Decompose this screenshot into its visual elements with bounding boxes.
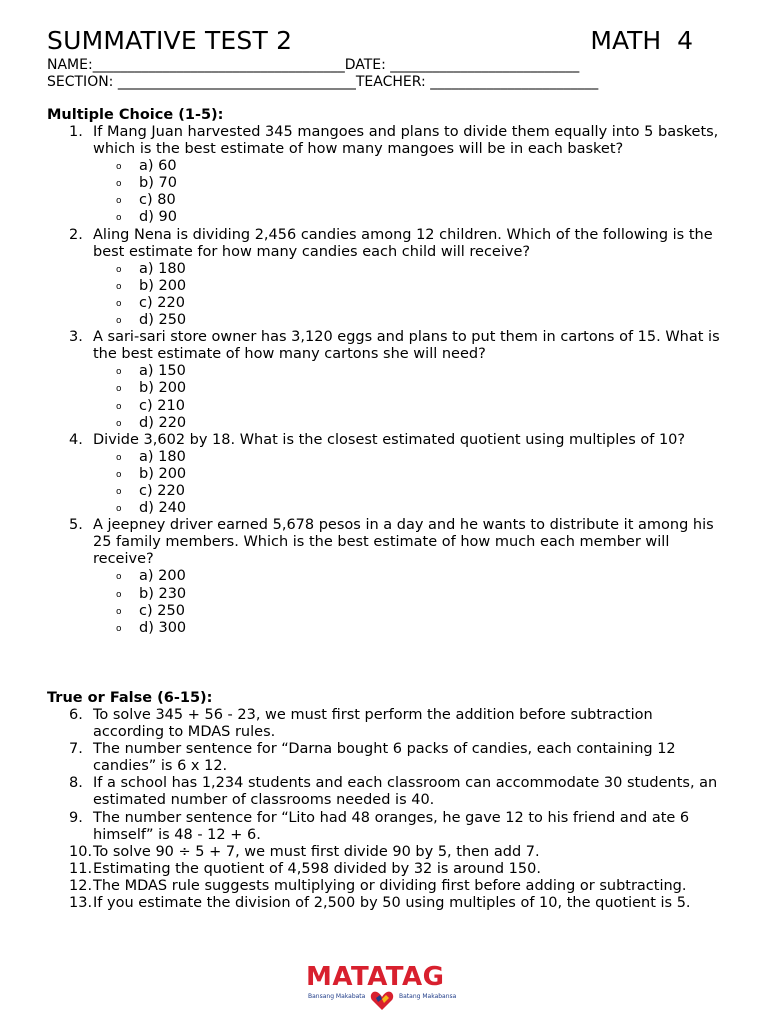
circle-bullet-icon: o: [116, 162, 122, 173]
option-list: [47, 568, 727, 636]
mc-question: [47, 517, 727, 568]
option-list: [47, 363, 727, 431]
true-false-list: [47, 707, 727, 912]
circle-bullet-icon: o: [116, 606, 122, 617]
answer-option-label: b) 200: [139, 277, 187, 294]
question-number: 4.: [69, 431, 83, 448]
question-number: 3.: [69, 329, 83, 346]
answer-option: [47, 620, 727, 637]
tf-statement: [47, 861, 727, 878]
tf-statement: [47, 775, 727, 809]
tf-statement: [47, 895, 727, 912]
statement-text: The MDAS rule suggests multiplying or dividing first before adding or subtracting.: [93, 877, 687, 894]
answer-option: [47, 500, 727, 517]
true-false-heading: True or False (6-15):: [47, 690, 213, 706]
multiple-choice-section: [47, 107, 727, 637]
answer-option-label: b) 230: [139, 585, 187, 602]
tf-statement: [47, 707, 727, 741]
mc-question: [47, 329, 727, 363]
answer-option-label: d) 220: [139, 414, 187, 431]
circle-bullet-icon: o: [116, 281, 122, 292]
answer-option-label: a) 180: [139, 448, 186, 465]
matatag-logo: [306, 962, 466, 1012]
circle-bullet-icon: o: [116, 179, 122, 190]
question-number: 1.: [69, 124, 83, 140]
option-list: [47, 158, 727, 226]
answer-option-label: d) 250: [139, 312, 187, 329]
statement-number: 6.: [69, 707, 83, 723]
multiple-choice-heading: Multiple Choice (1-5):: [47, 107, 224, 123]
question-number: 2.: [69, 226, 83, 243]
statement-text: To solve 345 + 56 - 23, we must first perform the addition before subtraction according to MDAS rules.: [93, 707, 653, 741]
answer-option: [47, 398, 727, 415]
circle-bullet-icon: o: [116, 572, 122, 583]
answer-option: [47, 466, 727, 483]
answer-option: [47, 380, 727, 397]
statement-text: The number sentence for “Lito had 48 oranges, he gave 12 to his friend and ate 6 himself” is 48 - 12 + 6.: [93, 809, 690, 843]
answer-option: [47, 295, 727, 312]
circle-bullet-icon: o: [116, 589, 122, 600]
statement-number: 10.: [69, 843, 93, 860]
answer-option: [47, 568, 727, 585]
multiple-choice-list: [47, 124, 727, 637]
logo-tagline-left: Bansang Makabata: [308, 993, 366, 1000]
question-text: Divide 3,602 by 18. What is the closest estimated quotient using multiples of 10?: [93, 431, 686, 448]
answer-option-label: d) 300: [139, 619, 187, 636]
circle-bullet-icon: o: [116, 384, 122, 395]
section-teacher-line: SECTION: __________________________________TEACHER: ________________________: [47, 74, 599, 90]
circle-bullet-icon: o: [116, 452, 122, 463]
circle-bullet-icon: o: [116, 298, 122, 309]
statement-number: 9.: [69, 809, 83, 826]
circle-bullet-icon: o: [116, 486, 122, 497]
mc-question: [47, 124, 727, 158]
answer-option: [47, 175, 727, 192]
statement-text: The number sentence for “Darna bought 6 packs of candies, each containing 12 candies” is 6 x 12.: [93, 741, 676, 775]
question-text: Aling Nena is dividing 2,456 candies among 12 children. Which of the following is the best estimate for how many candies each child will receive?: [93, 226, 713, 260]
answer-option-label: c) 250: [139, 602, 185, 619]
answer-option-label: b) 200: [139, 380, 187, 397]
statement-number: 7.: [69, 741, 83, 758]
statement-number: 12.: [69, 877, 93, 894]
question-number: 5.: [69, 517, 83, 534]
answer-option-label: d) 240: [139, 500, 187, 517]
tf-statement: [47, 844, 727, 861]
answer-option-label: d) 90: [139, 209, 177, 226]
answer-option: [47, 192, 727, 209]
answer-option: [47, 363, 727, 380]
answer-option-label: a) 200: [139, 568, 186, 585]
answer-option-label: a) 150: [139, 363, 186, 380]
tf-statement: [47, 878, 727, 895]
answer-option: [47, 278, 727, 295]
answer-option: [47, 209, 727, 226]
mc-question: [47, 227, 727, 261]
circle-bullet-icon: o: [116, 213, 122, 224]
circle-bullet-icon: o: [116, 418, 122, 429]
statement-number: 8.: [69, 775, 83, 792]
statement-text: If you estimate the division of 2,500 by 50 using multiples of 10, the quotient is 5.: [93, 895, 691, 912]
option-list: [47, 261, 727, 329]
answer-option-label: a) 60: [139, 158, 177, 175]
tf-statement: [47, 741, 727, 775]
answer-option: [47, 603, 727, 620]
page-title: SUMMATIVE TEST 2: [47, 26, 293, 55]
circle-bullet-icon: o: [116, 196, 122, 207]
true-false-section: [47, 690, 727, 912]
answer-option: [47, 415, 727, 432]
tf-statement: [47, 810, 727, 844]
statement-text: To solve 90 ÷ 5 + 7, we must first divide 90 by 5, then add 7.: [93, 843, 540, 860]
circle-bullet-icon: o: [116, 316, 122, 327]
question-text: A sari-sari store owner has 3,120 eggs and plans to put them in cartons of 15. What is the best estimate of how many cartons she will need?: [93, 329, 720, 363]
circle-bullet-icon: o: [116, 504, 122, 515]
circle-bullet-icon: o: [116, 264, 122, 275]
answer-option: [47, 449, 727, 466]
title-row: [47, 26, 693, 58]
answer-option-label: c) 220: [139, 482, 185, 499]
circle-bullet-icon: o: [116, 623, 122, 634]
logo-tagline-right: Batang Makabansa: [399, 993, 457, 1000]
answer-option-label: c) 80: [139, 192, 176, 209]
statement-text: If a school has 1,234 students and each classroom can accommodate 30 students, an estimated number of classrooms needed is 40.: [93, 775, 718, 809]
question-text: A jeepney driver earned 5,678 pesos in a day and he wants to distribute it among his 25 family members. Which is the best estimate of how much each member will receive?: [93, 517, 714, 568]
answer-option: [47, 586, 727, 603]
answer-option-label: c) 220: [139, 294, 185, 311]
answer-option: [47, 261, 727, 278]
circle-bullet-icon: o: [116, 469, 122, 480]
question-text: If Mang Juan harvested 345 mangoes and plans to divide them equally into 5 baskets, which is the best estimate of how many mangoes will be in each basket?: [93, 124, 719, 158]
name-date-line: NAME:____________________________________DATE: ___________________________: [47, 57, 580, 73]
option-list: [47, 449, 727, 517]
answer-option-label: c) 210: [139, 397, 185, 414]
answer-option-label: b) 70: [139, 175, 177, 192]
answer-option-label: b) 200: [139, 465, 187, 482]
answer-option: [47, 158, 727, 175]
circle-bullet-icon: o: [116, 367, 122, 378]
answer-option: [47, 483, 727, 500]
answer-option-label: a) 180: [139, 260, 186, 277]
answer-option: [47, 312, 727, 329]
logo-wordmark: MATATAG: [306, 962, 445, 992]
heart-emblem-icon: [370, 989, 394, 1011]
statement-number: 11.: [69, 860, 93, 877]
mc-question: [47, 432, 727, 449]
statement-text: Estimating the quotient of 4,598 divided by 32 is around 150.: [93, 860, 541, 877]
statement-number: 13.: [69, 895, 93, 912]
circle-bullet-icon: o: [116, 401, 122, 412]
subject-label: MATH 4: [590, 26, 693, 55]
